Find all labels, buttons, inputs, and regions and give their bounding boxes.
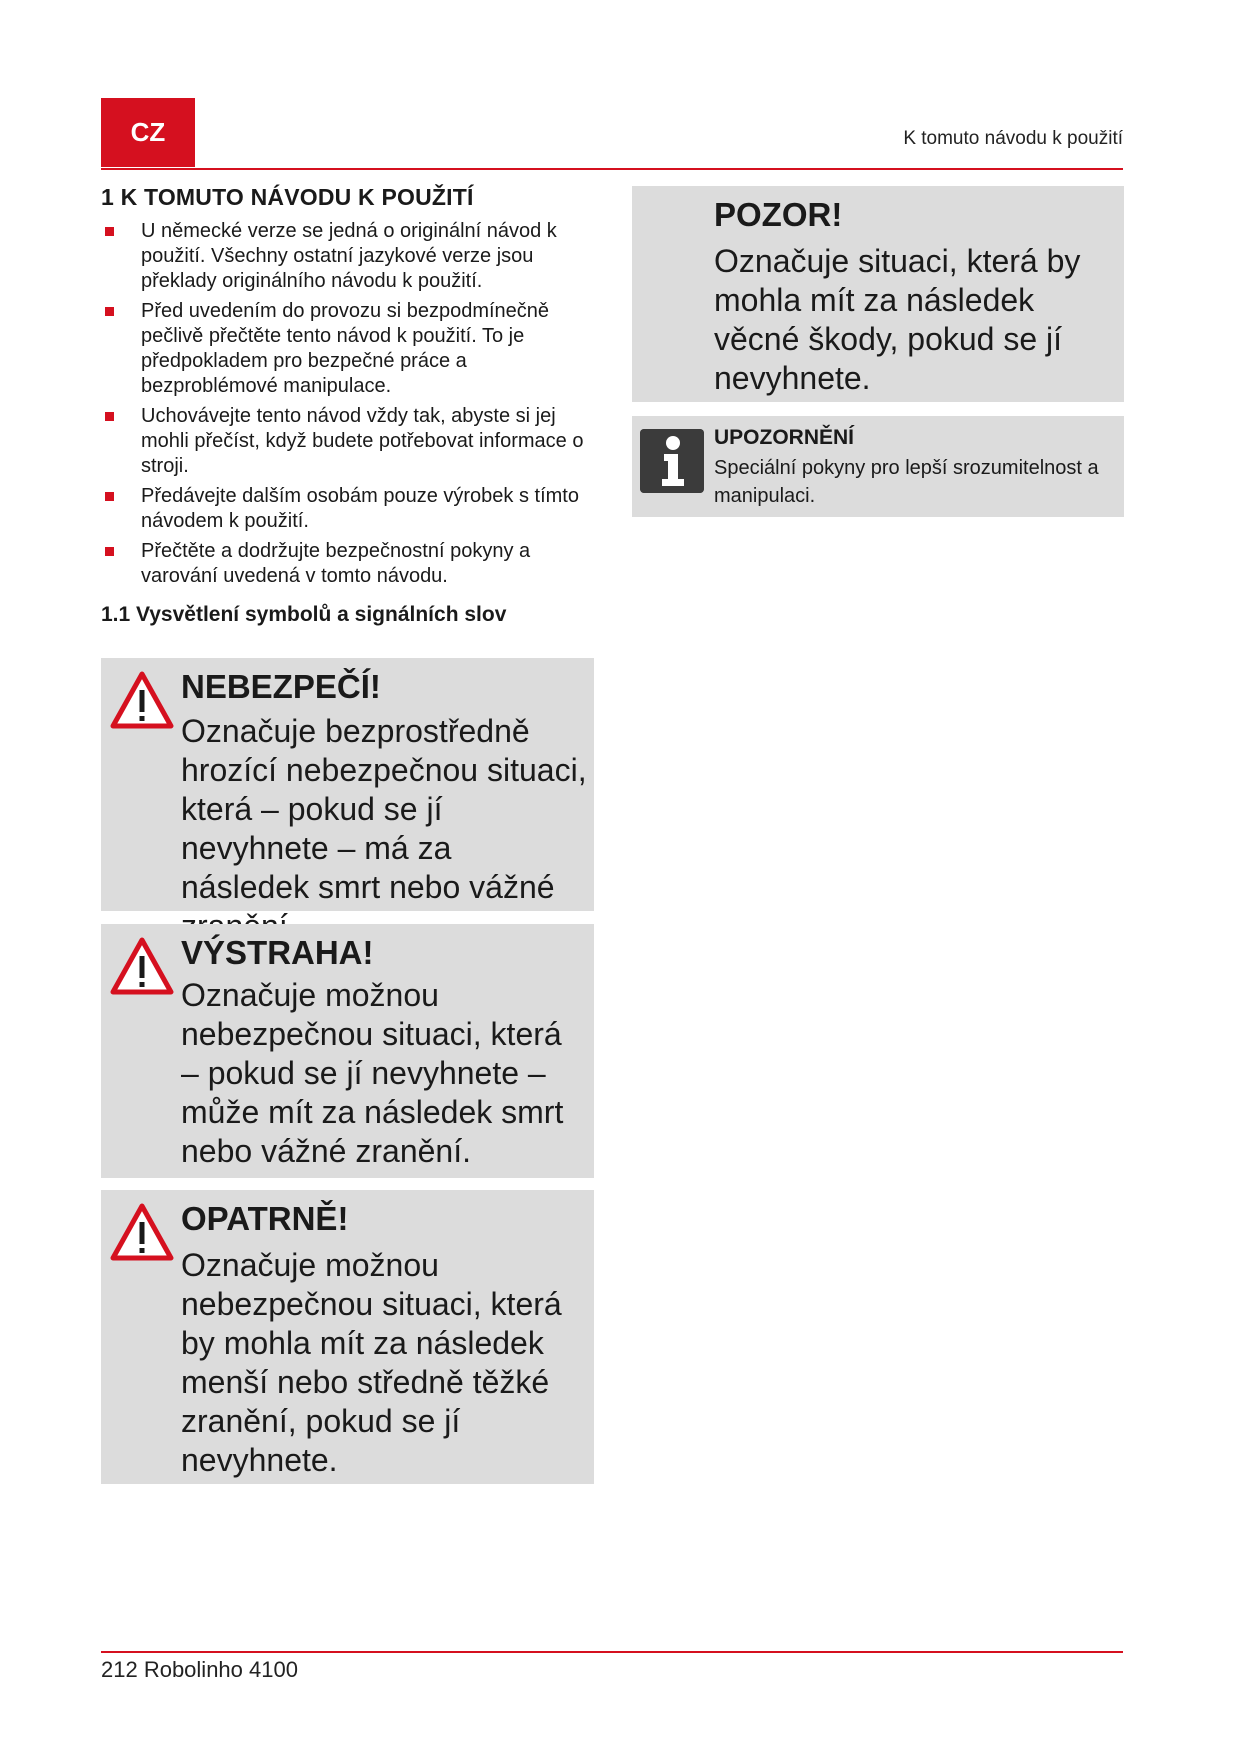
notice-box (632, 416, 1124, 517)
info-icon (640, 429, 704, 493)
header-title: K tomuto návodu k použití (903, 128, 1123, 149)
section-heading: 1 K TOMUTO NÁVODU K POUŽITÍ (101, 184, 474, 210)
warning-text: Označuje možnou nebezpečnou situaci, která – pokud se jí nevyhnete – může mít za následek smrt nebo vážné zranění. (181, 977, 564, 1169)
notice-title: UPOZORNĚNÍ (714, 426, 855, 449)
pozor-title: POZOR! (714, 196, 843, 233)
list-item (101, 299, 595, 399)
list-item (101, 219, 595, 294)
list-item-text: Přečtěte a dodržujte bezpečnostní pokyny a varování uvedená v tomto návodu. (141, 540, 531, 587)
danger-box (101, 658, 594, 911)
warning-triangle-icon (109, 1202, 175, 1264)
caution-box (101, 1190, 594, 1484)
bullet-square-icon (105, 492, 114, 501)
danger-title: NEBEZPEČÍ! (181, 668, 381, 705)
list-item-text: U německé verze se jedná o originální návod k použití. Všechny ostatní jazykové verze jsou překlady originálního návodu k použití. (141, 220, 557, 292)
bullet-square-icon (105, 412, 114, 421)
list-item-text: Uchovávejte tento návod vždy tak, abyste si jej mohli přečíst, když budete potřebovat informace o stroji. (141, 405, 584, 477)
language-tab (101, 98, 195, 167)
warning-box (101, 924, 594, 1178)
language-code: CZ (130, 117, 166, 147)
list-item (101, 404, 595, 479)
pozor-box (632, 186, 1124, 402)
warning-title: VÝSTRAHA! (181, 934, 374, 971)
list-item (101, 484, 595, 534)
bullet-square-icon (105, 307, 114, 316)
caution-title: OPATRNĚ! (181, 1200, 349, 1237)
caution-text: Označuje možnou nebezpečnou situaci, která by mohla mít za následek menší nebo středně těžké zranění, pokud se jí nevyhnete. (181, 1247, 562, 1478)
bullet-list (101, 219, 595, 589)
list-item (101, 539, 595, 589)
bullet-square-icon (105, 547, 114, 556)
danger-text: Označuje bezprostředně hrozící nebezpečnou situaci, která – pokud se jí nevyhnete – má za následek smrt nebo vážné (181, 713, 587, 905)
warning-triangle-icon (109, 670, 175, 732)
warning-triangle-icon (109, 936, 175, 998)
list-item-text: Před uvedením do provozu si bezpodmínečně pečlivě přečtěte tento návod k použití. To je předpokladem pro bezpečné práce a bezproblémové manipulace. (141, 300, 550, 397)
list-item-text: Předávejte dalším osobám pouze výrobek s tímto návodem k použití. (141, 485, 579, 532)
footer-rule (101, 1651, 1123, 1653)
main-content (101, 184, 595, 627)
bullet-square-icon (105, 227, 114, 236)
pozor-text: Označuje situaci, která by mohla mít za následek věcné škody, pokud se jí nevyhnete. (714, 243, 1081, 396)
header-rule (101, 168, 1123, 170)
subsection-heading: 1.1 Vysvětlení symbolů a signálních slov (101, 603, 507, 626)
notice-text: Speciální pokyny pro lepší srozumitelnost a manipulaci. (714, 457, 1099, 507)
footer-page-info: 212 Robolinho 4100 (101, 1657, 298, 1682)
